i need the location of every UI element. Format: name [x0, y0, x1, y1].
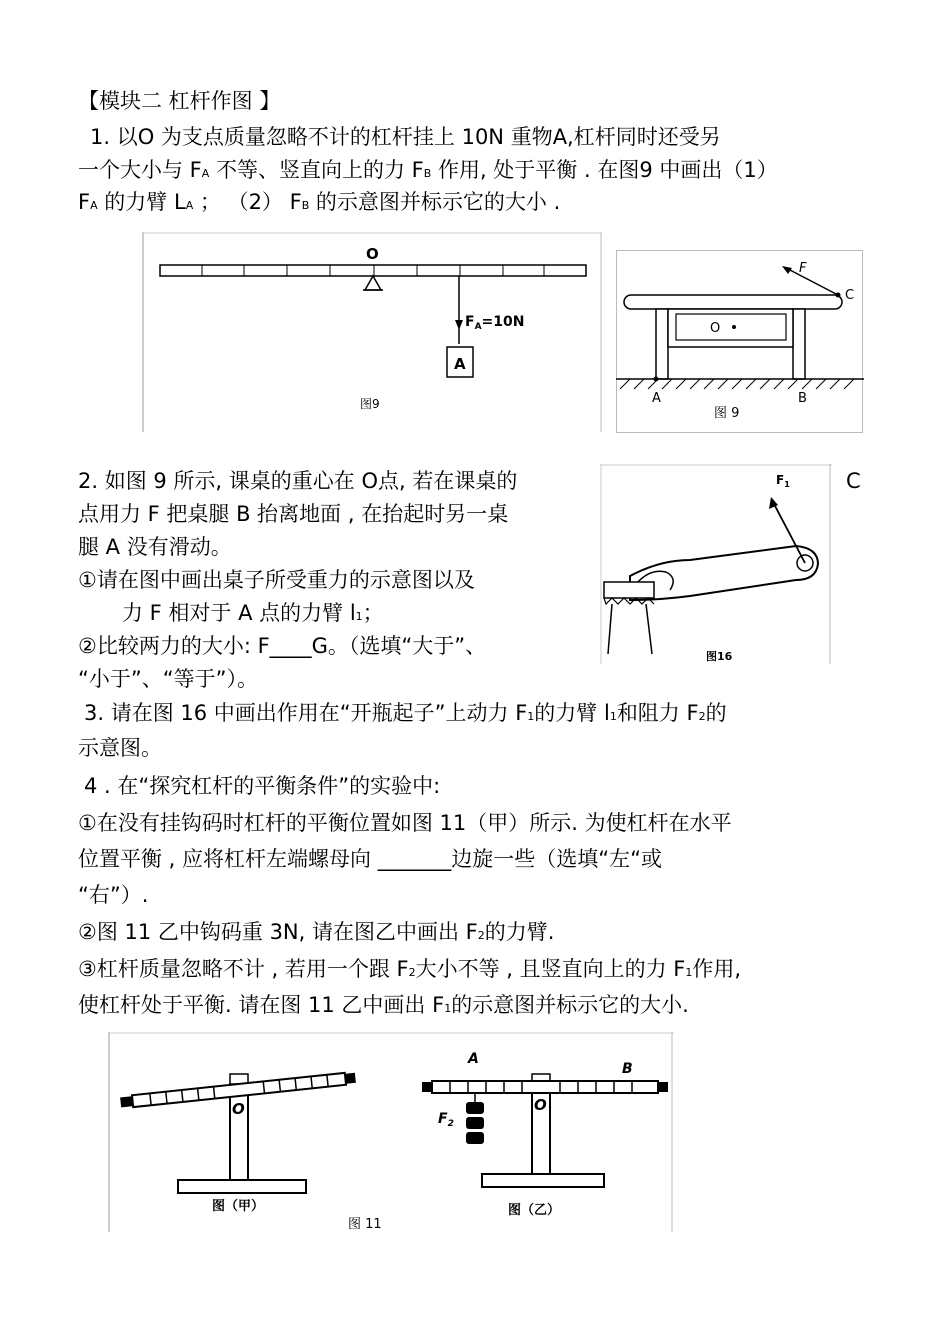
q3-line2: 示意图。 [78, 736, 162, 760]
q4-line6: ③杠杆质量忽略不计 , 若用一个跟 F2大小不等 , 且竖直向上的力 F1作用, [78, 957, 742, 981]
fig16-caption: 图16 [706, 650, 733, 663]
figure-9-lever [142, 232, 602, 432]
q4-line2: ①在没有挂钩码时杠杆的平衡位置如图 11（甲）所示. 为使杠杆在水平 [78, 811, 732, 835]
fig11-left-apparatus [120, 1072, 356, 1193]
q2-line1: 2. 如图 9 所示, 课桌的重心在 O点, 若在课桌的 [78, 469, 518, 493]
q4-line7: 使杠杆处于平衡. 请在图 11 乙中画出 F1的示意图并标示它的大小. [78, 993, 689, 1017]
desk-center-label: O [710, 321, 721, 336]
q1-line2: 一个大小与 FA 不等、竖直向上的力 FB 作用, 处于平衡 . 在图9 中画出（1） [78, 158, 778, 182]
desk-top [624, 295, 842, 309]
fig9-pivot-label: O [366, 245, 379, 263]
q4-line3: 位置平衡 , 应将杠杆左端螺母向 _______边旋一些（选填“左“或 [78, 847, 662, 871]
figure-9-desk [616, 250, 864, 433]
fig11-right-pivot: O [534, 1096, 547, 1114]
q4-line4: “右”）. [78, 883, 149, 907]
figure-16-bottle-opener [600, 464, 832, 664]
bottle-cap [604, 582, 654, 598]
q2-c-label: C [846, 469, 861, 493]
fig11-left-caption: 图（甲） [212, 1199, 265, 1214]
q1-line3: FA 的力臂 LA ； （2） FB 的示意图并标示它的大小 . [78, 190, 561, 214]
desk-caption: 图 9 [714, 406, 740, 421]
desk-point-c: C [845, 288, 855, 303]
q2-line6: ②比较两力的大小: F____G。（选填“大于”、 [78, 634, 487, 658]
fig11-right-caption: 图（乙） [508, 1203, 561, 1218]
fig9-weight-label: A [454, 355, 466, 373]
q1-line1: 1. 以O 为支点质量忽略不计的杠杆挂上 10N 重物A,杠杆同时还受另 [90, 125, 721, 149]
fig11-label-a: A [468, 1051, 479, 1067]
q2-line5: 力 F 相对于 A 点的力臂 l1； [122, 601, 384, 625]
fig11-caption: 图 11 [348, 1217, 382, 1232]
opener-handle [630, 546, 818, 600]
desk-force-label: F [799, 261, 807, 276]
fig11-right-apparatus [422, 1051, 668, 1187]
q2-line7: “小于”、“等于”）。 [78, 667, 259, 691]
fig11-left-pivot: O [232, 1100, 245, 1118]
desk-point-b: B [798, 391, 807, 406]
opener-force-label: $F_1$ [776, 473, 790, 489]
fig9-force-label: $F_A=10N$ [465, 314, 525, 332]
q3-line1: 3. 请在图 16 中画出作用在“开瓶起子”上动力 F1的力臂 l1和阻力 F2的 [84, 701, 727, 725]
fig9-caption: 图9 [360, 397, 380, 411]
section-title: 【模块二 杠杆作图 】 [78, 89, 281, 113]
fig11-label-b: B [622, 1061, 633, 1077]
q4-line1: 4 . 在“探究杠杆的平衡条件”的实验中: [84, 774, 441, 798]
figure-11-levers [108, 1032, 674, 1232]
desk-point-a: A [652, 391, 661, 406]
fig11-label-f2: $F_2$ [438, 1111, 454, 1129]
q2-line3: 腿 A 没有滑动。 [78, 535, 232, 559]
q4-line5: ②图 11 乙中钩码重 3N, 请在图乙中画出 F2的力臂. [78, 920, 555, 944]
q2-line2: 点用力 F 把桌腿 B 抬离地面 , 在抬起时另一桌 [78, 502, 509, 526]
q2-line4: ①请在图中画出桌子所受重力的示意图以及 [78, 568, 475, 592]
